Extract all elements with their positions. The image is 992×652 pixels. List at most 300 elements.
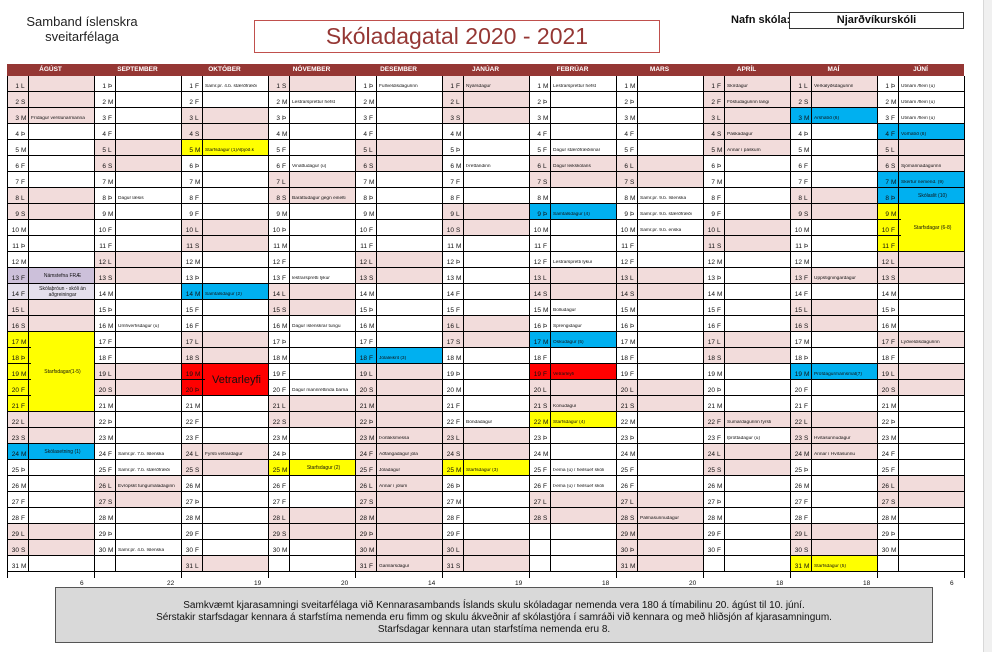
day-cell[interactable]	[703, 268, 790, 284]
day-cell[interactable]	[268, 412, 355, 428]
day-cell[interactable]	[181, 172, 268, 188]
day-cell[interactable]	[703, 364, 790, 380]
day-cell[interactable]	[94, 188, 181, 204]
day-cell[interactable]	[529, 300, 616, 316]
day-cell[interactable]	[355, 220, 442, 236]
day-cell[interactable]	[703, 492, 790, 508]
day-cell[interactable]	[7, 140, 94, 156]
day-cell[interactable]	[703, 92, 790, 108]
day-cell[interactable]	[703, 508, 790, 524]
day-cell[interactable]	[94, 396, 181, 412]
day-cell[interactable]	[877, 252, 964, 268]
day-cell[interactable]	[94, 268, 181, 284]
day-cell[interactable]	[7, 556, 94, 572]
day-cell[interactable]	[529, 508, 616, 524]
day-cell[interactable]	[442, 92, 529, 108]
day-cell[interactable]	[7, 540, 94, 556]
day-cell[interactable]	[94, 476, 181, 492]
day-cell[interactable]	[877, 300, 964, 316]
day-cell[interactable]	[94, 300, 181, 316]
day-cell[interactable]	[268, 124, 355, 140]
day-cell[interactable]	[7, 316, 94, 332]
day-cell[interactable]	[529, 236, 616, 252]
day-cell[interactable]	[529, 92, 616, 108]
day-cell[interactable]	[268, 204, 355, 220]
day-cell[interactable]	[616, 332, 703, 348]
day-cell[interactable]	[703, 316, 790, 332]
day-cell[interactable]	[181, 412, 268, 428]
day-cell[interactable]	[703, 76, 790, 92]
day-cell[interactable]	[703, 380, 790, 396]
day-cell[interactable]	[790, 556, 877, 572]
day-cell[interactable]	[877, 412, 964, 428]
day-cell[interactable]	[703, 300, 790, 316]
day-cell[interactable]	[355, 268, 442, 284]
day-cell[interactable]	[442, 540, 529, 556]
day-cell[interactable]	[877, 348, 964, 364]
day-cell[interactable]	[529, 220, 616, 236]
day-cell[interactable]	[529, 460, 616, 476]
day-cell[interactable]	[529, 332, 616, 348]
day-cell[interactable]	[355, 316, 442, 332]
day-cell[interactable]	[181, 92, 268, 108]
day-cell[interactable]	[790, 460, 877, 476]
day-cell[interactable]	[442, 316, 529, 332]
day-cell[interactable]	[790, 76, 877, 92]
day-cell[interactable]	[616, 156, 703, 172]
day-cell[interactable]	[94, 140, 181, 156]
day-cell[interactable]	[181, 524, 268, 540]
day-cell[interactable]	[355, 556, 442, 572]
day-cell[interactable]	[181, 508, 268, 524]
day-cell[interactable]	[616, 492, 703, 508]
day-cell[interactable]	[181, 268, 268, 284]
day-cell[interactable]	[268, 188, 355, 204]
day-cell[interactable]	[268, 364, 355, 380]
day-cell[interactable]	[355, 492, 442, 508]
day-cell[interactable]	[790, 188, 877, 204]
day-cell[interactable]	[529, 268, 616, 284]
day-cell[interactable]	[94, 348, 181, 364]
day-cell[interactable]	[790, 396, 877, 412]
day-cell[interactable]	[703, 428, 790, 444]
day-cell[interactable]	[616, 412, 703, 428]
day-cell[interactable]	[703, 524, 790, 540]
day-cell[interactable]	[529, 444, 616, 460]
day-cell[interactable]	[790, 300, 877, 316]
day-cell[interactable]	[703, 444, 790, 460]
day-cell[interactable]	[790, 428, 877, 444]
day-cell[interactable]	[877, 508, 964, 524]
day-cell[interactable]	[616, 284, 703, 300]
day-cell[interactable]	[94, 508, 181, 524]
day-cell[interactable]	[616, 92, 703, 108]
day-cell[interactable]	[529, 156, 616, 172]
day-cell[interactable]	[616, 252, 703, 268]
vertical-scrollbar[interactable]	[983, 0, 992, 652]
day-cell[interactable]	[703, 124, 790, 140]
day-cell[interactable]	[877, 460, 964, 476]
day-cell[interactable]	[529, 492, 616, 508]
day-cell[interactable]	[616, 380, 703, 396]
day-cell[interactable]	[355, 428, 442, 444]
day-cell[interactable]	[355, 204, 442, 220]
day-cell[interactable]	[790, 364, 877, 380]
day-cell[interactable]	[181, 220, 268, 236]
day-cell[interactable]	[268, 316, 355, 332]
day-cell[interactable]	[877, 492, 964, 508]
day-cell[interactable]	[181, 252, 268, 268]
day-cell[interactable]	[790, 412, 877, 428]
day-cell[interactable]	[790, 108, 877, 124]
day-cell[interactable]	[94, 252, 181, 268]
day-cell[interactable]	[703, 348, 790, 364]
day-cell[interactable]	[7, 460, 94, 476]
day-cell[interactable]	[7, 412, 94, 428]
day-cell[interactable]	[442, 220, 529, 236]
day-cell[interactable]	[790, 316, 877, 332]
day-cell[interactable]	[529, 124, 616, 140]
day-cell[interactable]	[616, 188, 703, 204]
day-cell[interactable]	[442, 508, 529, 524]
day-cell[interactable]	[7, 76, 94, 92]
day-cell[interactable]	[790, 236, 877, 252]
day-cell[interactable]	[877, 124, 964, 140]
day-cell[interactable]	[7, 204, 94, 220]
day-cell[interactable]	[616, 140, 703, 156]
day-cell[interactable]	[268, 220, 355, 236]
day-cell[interactable]	[181, 396, 268, 412]
day-cell[interactable]	[877, 524, 964, 540]
day-cell[interactable]	[7, 92, 94, 108]
day-cell[interactable]	[181, 476, 268, 492]
day-cell[interactable]	[616, 396, 703, 412]
day-cell[interactable]	[7, 300, 94, 316]
day-cell[interactable]	[94, 364, 181, 380]
day-cell[interactable]	[790, 268, 877, 284]
day-cell[interactable]	[7, 108, 94, 124]
day-cell[interactable]	[268, 268, 355, 284]
day-cell[interactable]	[877, 316, 964, 332]
day-cell[interactable]	[94, 444, 181, 460]
day-cell[interactable]	[529, 348, 616, 364]
day-cell[interactable]	[703, 332, 790, 348]
day-cell[interactable]	[442, 76, 529, 92]
day-cell[interactable]	[703, 540, 790, 556]
day-cell[interactable]	[94, 204, 181, 220]
day-cell[interactable]	[877, 428, 964, 444]
day-cell[interactable]	[790, 380, 877, 396]
day-cell[interactable]	[355, 396, 442, 412]
day-cell[interactable]	[616, 268, 703, 284]
day-cell[interactable]	[790, 476, 877, 492]
day-cell[interactable]	[94, 156, 181, 172]
day-cell[interactable]	[529, 252, 616, 268]
day-cell[interactable]	[790, 524, 877, 540]
day-cell[interactable]	[877, 284, 964, 300]
day-cell[interactable]	[442, 396, 529, 412]
day-cell[interactable]	[529, 364, 616, 380]
day-cell[interactable]	[616, 524, 703, 540]
day-cell[interactable]	[94, 524, 181, 540]
day-cell[interactable]	[181, 188, 268, 204]
day-cell[interactable]	[181, 156, 268, 172]
day-cell[interactable]	[529, 380, 616, 396]
day-cell[interactable]	[877, 92, 964, 108]
day-cell[interactable]	[7, 508, 94, 524]
day-cell[interactable]	[442, 364, 529, 380]
day-cell[interactable]	[703, 252, 790, 268]
day-cell[interactable]	[442, 140, 529, 156]
day-cell[interactable]	[355, 524, 442, 540]
day-cell[interactable]	[268, 396, 355, 412]
day-cell[interactable]	[790, 540, 877, 556]
day-cell[interactable]	[703, 412, 790, 428]
day-cell[interactable]	[790, 204, 877, 220]
day-cell[interactable]	[7, 524, 94, 540]
day-cell[interactable]	[877, 268, 964, 284]
day-cell[interactable]	[355, 460, 442, 476]
day-cell[interactable]	[355, 124, 442, 140]
day-cell[interactable]	[268, 140, 355, 156]
day-cell[interactable]	[94, 124, 181, 140]
day-cell[interactable]	[268, 92, 355, 108]
day-cell[interactable]	[877, 364, 964, 380]
day-cell[interactable]	[181, 556, 268, 572]
day-cell[interactable]	[616, 220, 703, 236]
day-cell[interactable]	[7, 172, 94, 188]
day-cell[interactable]	[529, 428, 616, 444]
day-cell[interactable]	[7, 252, 94, 268]
day-cell[interactable]	[355, 444, 442, 460]
day-cell[interactable]	[442, 300, 529, 316]
day-cell[interactable]	[355, 300, 442, 316]
day-cell[interactable]	[181, 348, 268, 364]
day-cell[interactable]	[790, 124, 877, 140]
day-cell[interactable]	[529, 476, 616, 492]
day-cell[interactable]	[442, 252, 529, 268]
day-cell[interactable]	[7, 492, 94, 508]
day-cell[interactable]	[94, 172, 181, 188]
day-cell[interactable]	[442, 172, 529, 188]
day-cell[interactable]	[616, 428, 703, 444]
day-cell[interactable]	[355, 508, 442, 524]
day-cell[interactable]	[442, 188, 529, 204]
day-cell[interactable]	[268, 172, 355, 188]
day-cell[interactable]	[616, 444, 703, 460]
day-cell[interactable]	[268, 380, 355, 396]
day-cell[interactable]	[7, 124, 94, 140]
day-cell[interactable]	[790, 492, 877, 508]
day-cell[interactable]	[94, 428, 181, 444]
day-cell[interactable]	[616, 364, 703, 380]
day-cell[interactable]	[268, 524, 355, 540]
day-cell[interactable]	[616, 476, 703, 492]
day-cell[interactable]	[94, 316, 181, 332]
day-cell[interactable]	[94, 284, 181, 300]
day-cell[interactable]	[181, 428, 268, 444]
day-cell[interactable]	[94, 492, 181, 508]
day-cell[interactable]	[355, 76, 442, 92]
day-cell[interactable]	[442, 412, 529, 428]
day-cell[interactable]	[355, 92, 442, 108]
day-cell[interactable]	[94, 332, 181, 348]
day-cell[interactable]	[703, 140, 790, 156]
day-cell[interactable]	[529, 316, 616, 332]
day-cell[interactable]	[877, 108, 964, 124]
day-cell[interactable]	[616, 108, 703, 124]
day-cell[interactable]	[181, 124, 268, 140]
day-cell[interactable]	[616, 316, 703, 332]
day-cell[interactable]	[442, 428, 529, 444]
day-cell[interactable]	[181, 108, 268, 124]
day-cell[interactable]	[703, 460, 790, 476]
day-cell[interactable]	[94, 460, 181, 476]
day-cell[interactable]	[616, 348, 703, 364]
day-cell[interactable]	[616, 76, 703, 92]
day-cell[interactable]	[355, 284, 442, 300]
day-cell[interactable]	[442, 204, 529, 220]
day-cell[interactable]	[7, 236, 94, 252]
day-cell[interactable]	[442, 476, 529, 492]
day-cell[interactable]	[790, 284, 877, 300]
day-cell[interactable]	[355, 140, 442, 156]
day-cell[interactable]	[181, 236, 268, 252]
day-cell[interactable]	[94, 412, 181, 428]
day-cell[interactable]	[442, 348, 529, 364]
day-cell[interactable]	[355, 348, 442, 364]
day-cell[interactable]	[442, 524, 529, 540]
day-cell[interactable]	[442, 380, 529, 396]
day-cell[interactable]	[355, 188, 442, 204]
day-cell[interactable]	[616, 540, 703, 556]
day-cell[interactable]	[181, 492, 268, 508]
day-cell[interactable]	[268, 300, 355, 316]
day-cell[interactable]	[181, 300, 268, 316]
day-cell[interactable]	[355, 108, 442, 124]
day-cell[interactable]	[703, 188, 790, 204]
day-cell[interactable]	[877, 540, 964, 556]
day-cell[interactable]	[442, 444, 529, 460]
day-cell[interactable]	[94, 540, 181, 556]
day-cell[interactable]	[268, 108, 355, 124]
day-cell[interactable]	[877, 444, 964, 460]
day-cell[interactable]	[268, 284, 355, 300]
day-cell[interactable]	[616, 204, 703, 220]
day-cell[interactable]	[703, 476, 790, 492]
day-cell[interactable]	[181, 140, 268, 156]
day-cell[interactable]	[268, 76, 355, 92]
day-cell[interactable]	[703, 236, 790, 252]
day-cell[interactable]	[616, 236, 703, 252]
day-cell[interactable]	[790, 140, 877, 156]
day-cell[interactable]	[268, 508, 355, 524]
day-cell[interactable]	[442, 108, 529, 124]
day-cell[interactable]	[877, 76, 964, 92]
day-cell[interactable]	[7, 476, 94, 492]
day-cell[interactable]	[181, 316, 268, 332]
day-cell[interactable]	[268, 236, 355, 252]
day-cell[interactable]	[268, 252, 355, 268]
day-cell[interactable]	[355, 540, 442, 556]
day-cell[interactable]	[7, 220, 94, 236]
day-cell[interactable]	[703, 284, 790, 300]
day-cell[interactable]	[7, 188, 94, 204]
day-cell[interactable]	[355, 252, 442, 268]
day-cell[interactable]	[529, 188, 616, 204]
day-cell[interactable]	[529, 284, 616, 300]
day-cell[interactable]	[877, 140, 964, 156]
day-cell[interactable]	[703, 220, 790, 236]
day-cell[interactable]	[790, 220, 877, 236]
day-cell[interactable]	[94, 108, 181, 124]
day-cell[interactable]	[790, 156, 877, 172]
day-cell[interactable]	[529, 140, 616, 156]
day-cell[interactable]	[529, 204, 616, 220]
day-cell[interactable]	[355, 332, 442, 348]
day-cell[interactable]	[94, 236, 181, 252]
day-cell[interactable]	[355, 156, 442, 172]
day-cell[interactable]	[268, 492, 355, 508]
day-cell[interactable]	[616, 508, 703, 524]
day-cell[interactable]	[703, 172, 790, 188]
day-cell[interactable]	[790, 92, 877, 108]
day-cell[interactable]	[442, 268, 529, 284]
day-cell[interactable]	[442, 492, 529, 508]
day-cell[interactable]	[7, 428, 94, 444]
day-cell[interactable]	[790, 172, 877, 188]
day-cell[interactable]	[355, 380, 442, 396]
day-cell[interactable]	[355, 412, 442, 428]
day-cell[interactable]	[616, 172, 703, 188]
day-cell[interactable]	[268, 476, 355, 492]
day-cell[interactable]	[268, 156, 355, 172]
day-cell[interactable]	[181, 540, 268, 556]
day-cell[interactable]	[790, 348, 877, 364]
day-cell[interactable]	[355, 236, 442, 252]
day-cell[interactable]	[94, 220, 181, 236]
day-cell[interactable]	[94, 76, 181, 92]
day-cell[interactable]	[442, 124, 529, 140]
day-cell[interactable]	[703, 396, 790, 412]
day-cell[interactable]	[442, 284, 529, 300]
day-cell[interactable]	[529, 172, 616, 188]
day-cell[interactable]	[616, 556, 703, 572]
day-cell[interactable]	[877, 172, 964, 188]
day-cell[interactable]	[877, 476, 964, 492]
day-cell[interactable]	[355, 476, 442, 492]
day-cell[interactable]	[94, 92, 181, 108]
day-cell[interactable]	[790, 332, 877, 348]
day-cell[interactable]	[877, 332, 964, 348]
day-cell[interactable]	[529, 108, 616, 124]
day-cell[interactable]	[877, 396, 964, 412]
day-cell[interactable]	[268, 428, 355, 444]
day-cell[interactable]	[790, 444, 877, 460]
day-cell[interactable]	[268, 348, 355, 364]
day-cell[interactable]	[181, 204, 268, 220]
day-cell[interactable]	[268, 540, 355, 556]
day-cell[interactable]	[877, 380, 964, 396]
day-cell[interactable]	[616, 460, 703, 476]
day-cell[interactable]	[616, 300, 703, 316]
day-cell[interactable]	[268, 444, 355, 460]
day-cell[interactable]	[181, 460, 268, 476]
day-cell[interactable]	[529, 396, 616, 412]
day-cell[interactable]	[703, 204, 790, 220]
day-cell[interactable]	[181, 444, 268, 460]
day-cell[interactable]	[442, 156, 529, 172]
